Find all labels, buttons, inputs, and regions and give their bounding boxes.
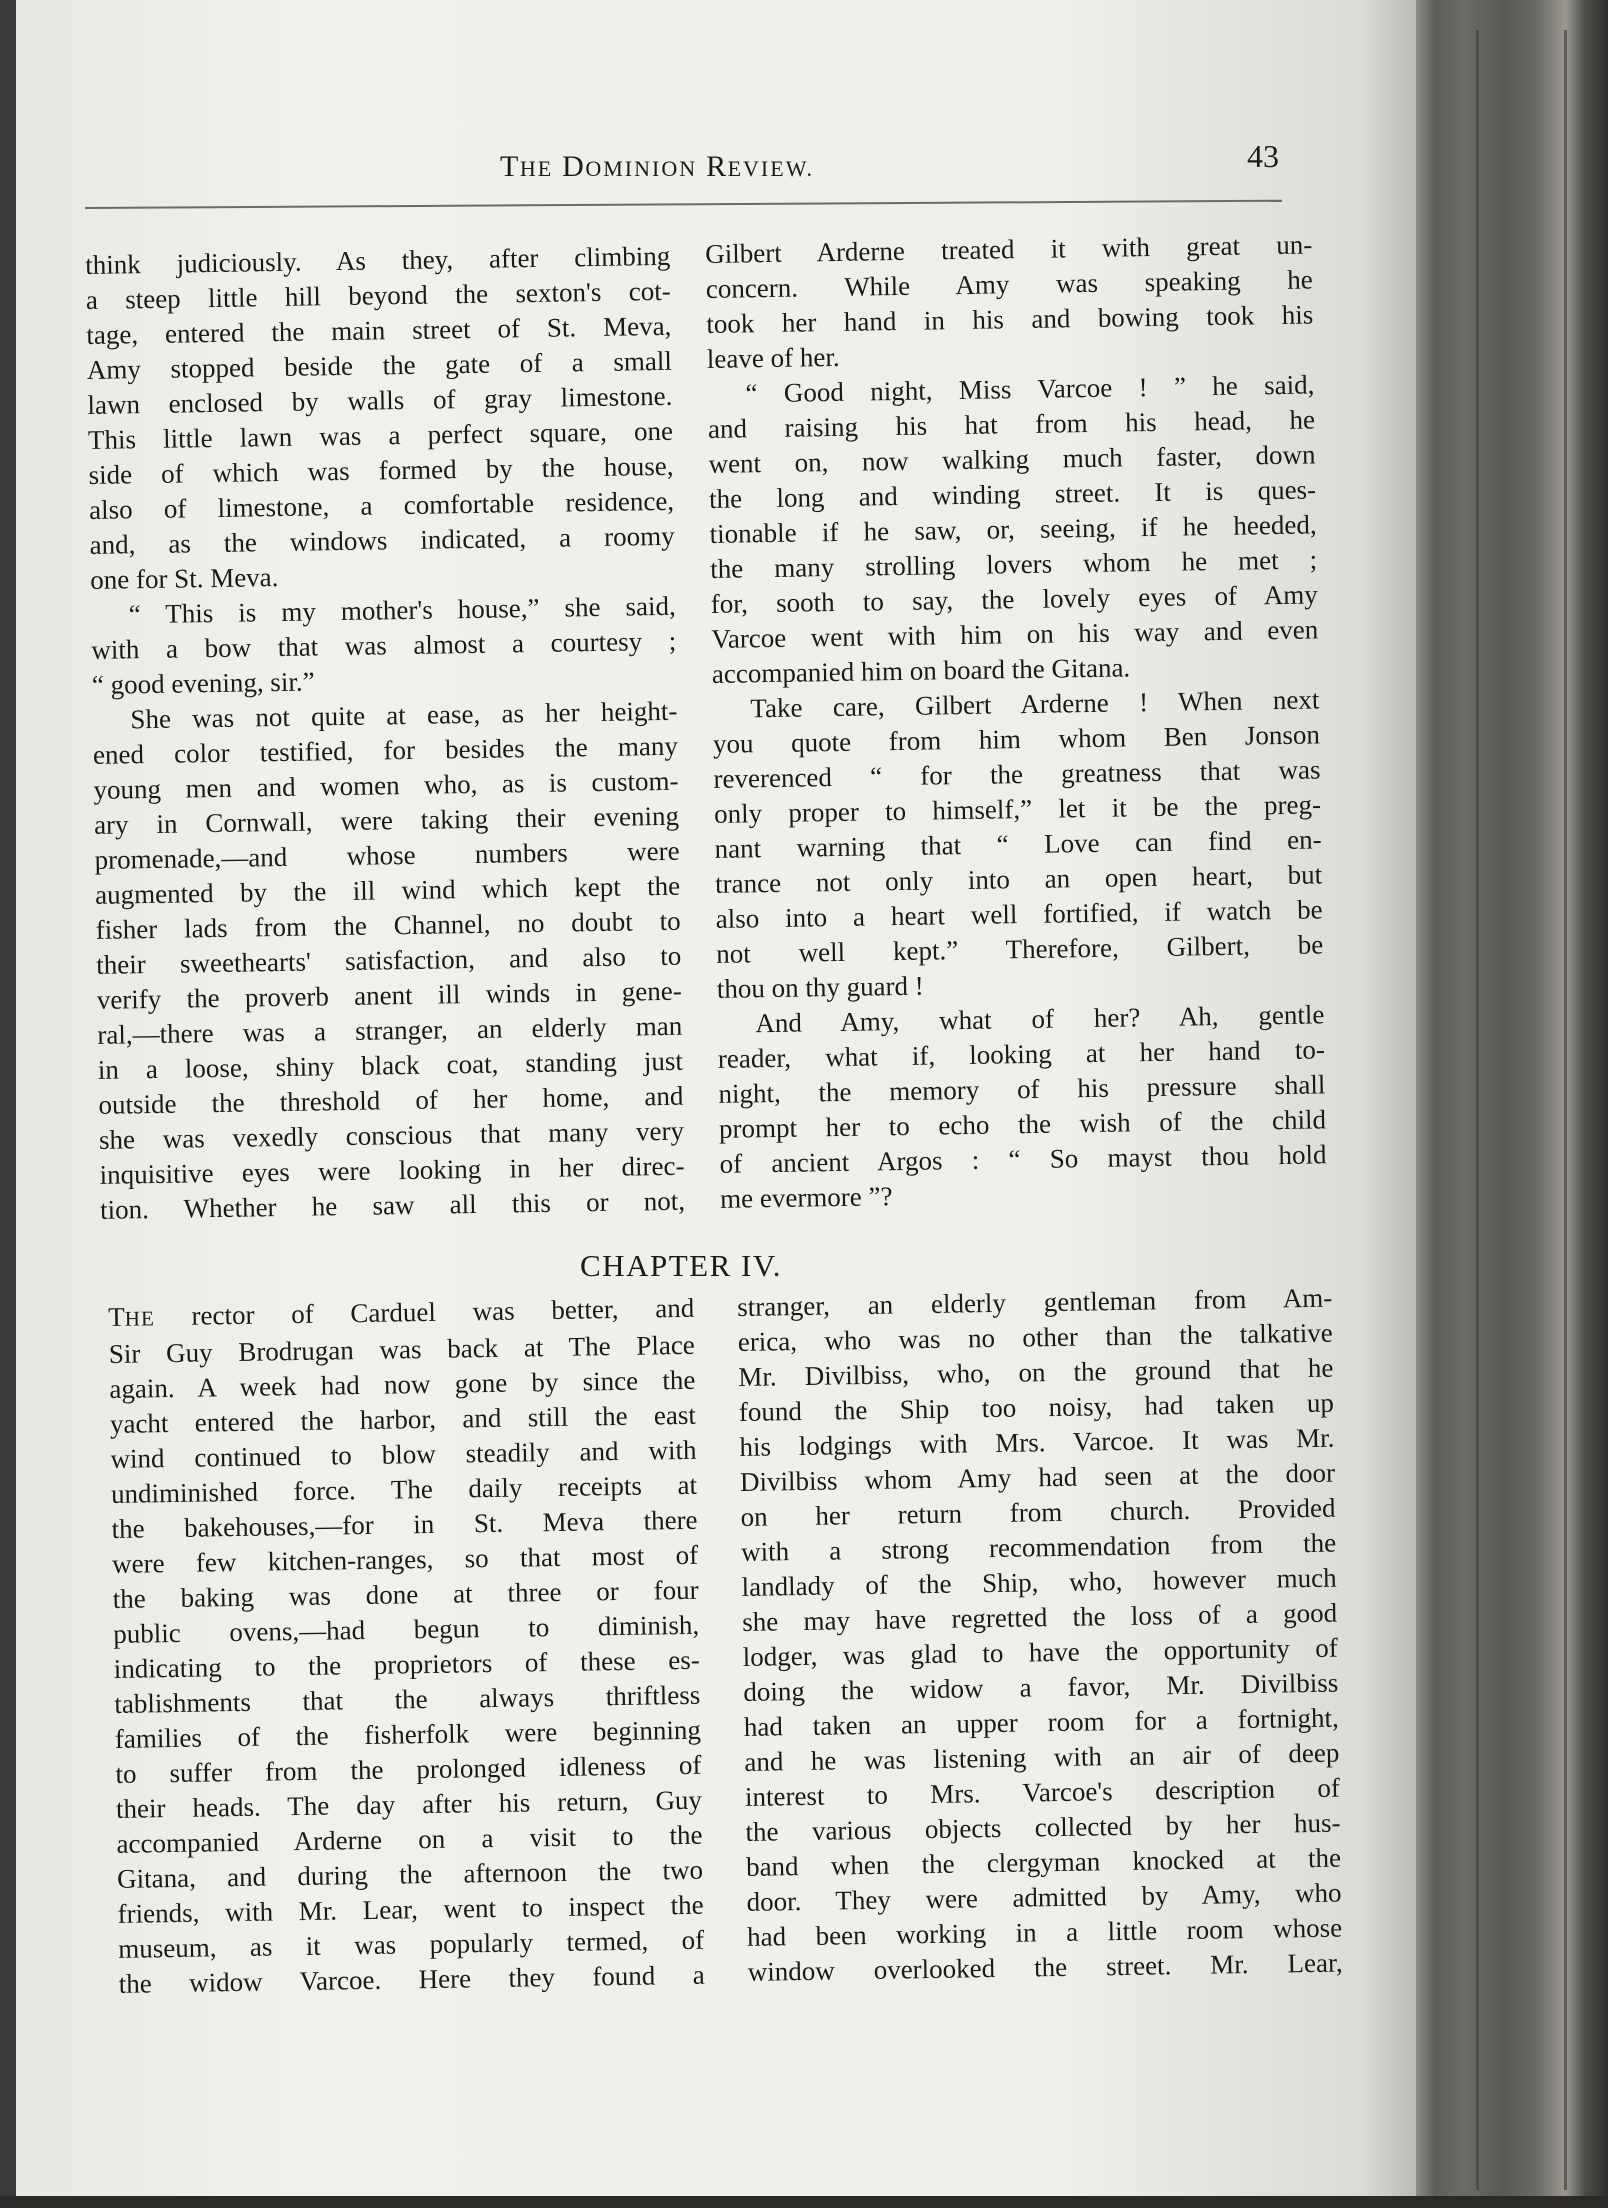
text-line: window overlooked the street. Mr. Lear, [747, 1947, 1343, 1987]
text-line: outside the threshold of her home, and [98, 1080, 684, 1120]
text-line: band when the clergyman knocked at the [745, 1842, 1342, 1882]
text-line: found the Ship too noisy, had taken up [738, 1387, 1335, 1427]
text-line: thou on thy guard ! [716, 970, 925, 1004]
text-line: Amy stopped beside the gate of a small [86, 345, 673, 385]
text-line: for, sooth to say, the lovely eyes of Amy [710, 579, 1318, 619]
text-line: she was vexedly conscious that many very [98, 1115, 685, 1155]
text-line: the many strolling lovers whom he met ; [709, 544, 1318, 584]
text-line: families of the fisherfolk were beginning [114, 1714, 702, 1754]
text-line: and, as the windows indicated, a roomy [89, 520, 675, 560]
text-line: think judiciously. As they, after climbing [85, 240, 671, 280]
text-line: friends, with Mr. Lear, went to inspect the [117, 1889, 704, 1929]
text-line: only proper to himself,” let it be the preg- [713, 789, 1322, 829]
text-line: lodger, was glad to have the opportunity of [742, 1632, 1338, 1672]
text-line: “ This is my mother's house,” she said, [128, 590, 676, 630]
text-line: leave of her. [706, 341, 840, 374]
text-line: to suffer from the prolonged idleness of [115, 1749, 702, 1789]
text-line: lawn enclosed by walls of gray limestone. [87, 380, 673, 420]
text-line: their heads. The day after his return, Guy [115, 1784, 703, 1824]
text-line: went on, now walking much faster, down [708, 439, 1316, 479]
scan-left-edge [0, 0, 16, 2208]
text-line: tablishments that the always thriftless [114, 1679, 701, 1719]
text-line: “ good evening, sir.” [91, 666, 315, 700]
text-line: yacht entered the harbor, and still the east [109, 1399, 697, 1439]
text-line: with a strong recommendation from the [740, 1527, 1337, 1567]
text-line: tion. Whether he saw all this or not, [99, 1185, 686, 1225]
text-line: the long and winding street. It is ques- [708, 474, 1317, 514]
book-spine [1416, 0, 1608, 2196]
spine-crease [1564, 30, 1567, 2190]
column-left-top [85, 239, 685, 1228]
text-line: And Amy, what of her? Ah, gentle [755, 999, 1325, 1039]
text-line: She was not quite at ease, as her height- [130, 695, 678, 735]
text-line: trance not only into an open heart, but [714, 859, 1323, 899]
text-line: also into a heart well fortified, if watch be [715, 894, 1323, 934]
text-line: ary in Cornwall, were taking their evening [93, 800, 680, 840]
text-line: the bakehouses,—for in St. Meva there [111, 1504, 698, 1544]
text-line: in a loose, shiny black coat, standing just [97, 1045, 684, 1085]
text-line: she may have regretted the loss of a good [741, 1597, 1338, 1637]
text-line: on her return from church. Provided [740, 1492, 1336, 1532]
text-line: ened color testified, for besides the many [92, 730, 679, 770]
text-line: and raising his hat from his head, he [707, 404, 1316, 444]
text-line: doing the widow a favor, Mr. Divilbiss [743, 1667, 1339, 1707]
text-line: had taken an upper room for a fortnight, [743, 1702, 1340, 1742]
text-line: me evermore ”? [719, 1181, 893, 1214]
text-line: the baking was done at three or four [112, 1574, 699, 1614]
text-line: you quote from him whom Ben Jonson [712, 719, 1321, 759]
text-line: their sweethearts' satisfaction, and also to [96, 940, 682, 980]
text-line: again. A week had now gone by since the [109, 1364, 696, 1404]
text-line: Varcoe went with him on his way and even [711, 614, 1319, 654]
text-line: nant warning that “ Love can find en- [714, 824, 1322, 864]
text-line: verify the proverb anent ill winds in gene- [96, 975, 682, 1015]
text-line: “ Good night, Miss Varcoe ! ” he said, [745, 369, 1315, 409]
text-line: were few kitchen-ranges, so that most of [111, 1539, 699, 1579]
text-line: public ovens,—had begun to diminish, [113, 1609, 700, 1649]
text-line: night, the memory of his pressure shall [718, 1069, 1326, 1109]
scan-bottom-edge [0, 2196, 1608, 2208]
text-line: tionable if he saw, or, seeing, if he heeded, [709, 509, 1317, 549]
text-line: not well kept.” Therefore, Gilbert, be [716, 929, 1324, 969]
text-line: Sir Guy Brodrugan was back at The Place [108, 1329, 696, 1369]
text-line: reverenced “ for the greatness that was [713, 754, 1321, 794]
text-line: Divilbiss whom Amy had seen at the door [739, 1457, 1336, 1497]
text-line: took her hand in his and bowing took his [706, 299, 1314, 339]
text-line: his lodgings with Mrs. Varcoe. It was Mr. [739, 1422, 1335, 1462]
text-line: stranger, an elderly gentleman from Am- [737, 1282, 1333, 1322]
text-line: accompanied Arderne on a visit to the [116, 1819, 703, 1859]
text-line: door. They were admitted by Amy, who [746, 1877, 1342, 1917]
text-line: also of limestone, a comfortable residence, [88, 485, 675, 525]
text-line: with a bow that was almost a courtesy ; [91, 625, 677, 665]
text-line: museum, as it was popularly termed, of [117, 1924, 705, 1964]
text-line: ral,—there was a stranger, an elderly man [97, 1010, 683, 1050]
chapter-heading: CHAPTER IV. [580, 1248, 782, 1283]
text-line: promenade,—and whose numbers were [94, 835, 680, 875]
text-line: Gilbert Arderne treated it with great un- [705, 229, 1313, 269]
text-line: fisher lads from the Channel, no doubt to [95, 905, 681, 945]
text-line: Take care, Gilbert Arderne ! When next [750, 684, 1320, 724]
text-line: a steep little hill beyond the sexton's cot- [85, 275, 671, 315]
text-line: side of which was formed by the house, [88, 450, 674, 490]
text-line: undiminished force. The daily receipts at [110, 1469, 698, 1509]
column-left-bottom [108, 1291, 705, 2002]
column-right-top [705, 227, 1327, 1216]
text-line: the various objects collected by her hus- [745, 1807, 1341, 1847]
text-line: inquisitive eyes were looking in her direc- [99, 1150, 685, 1190]
page-number: 43 [1247, 138, 1279, 174]
text-line: of ancient Argos : “ So mayst thou hold [719, 1139, 1327, 1179]
text-line: THE rector of Carduel was better, and [108, 1292, 695, 1332]
text-line: concern. While Amy was speaking he [705, 264, 1313, 304]
text-line: wind continued to blow steadily and with [110, 1434, 697, 1474]
spine-crease [1476, 30, 1479, 2190]
text-line: one for St. Meva. [89, 562, 279, 595]
text-line: the widow Varcoe. Here they found a [118, 1959, 705, 1999]
text-line: reader, what if, looking at her hand to- [717, 1034, 1326, 1074]
text-line: accompanied him on board the Gitana. [711, 652, 1131, 689]
text-line: landlady of the Ship, who, however much [741, 1562, 1337, 1602]
text-line: augmented by the ill wind which kept the [94, 870, 681, 910]
text-line: Gitana, and during the afternoon the two [116, 1854, 704, 1894]
column-right-bottom [737, 1281, 1343, 1990]
text-line: young men and women who, as is custom- [93, 765, 679, 805]
text-line: erica, who was no other than the talkative [737, 1317, 1333, 1357]
text-line: indicating to the proprietors of these es- [113, 1644, 700, 1684]
text-line: This little lawn was a perfect square, one [87, 415, 674, 455]
text-line: prompt her to echo the wish of the child [718, 1104, 1327, 1144]
text-line: tage, entered the main street of St. Meva, [86, 310, 672, 350]
text-line: had been working in a little room whose [746, 1912, 1343, 1952]
running-head: THE DOMINION REVIEW. [500, 150, 814, 183]
text-line: and he was listening with an air of deep [744, 1737, 1340, 1777]
text-line: interest to Mrs. Varcoe's description of [744, 1772, 1341, 1812]
text-line: Mr. Divilbiss, who, on the ground that he [738, 1352, 1334, 1392]
